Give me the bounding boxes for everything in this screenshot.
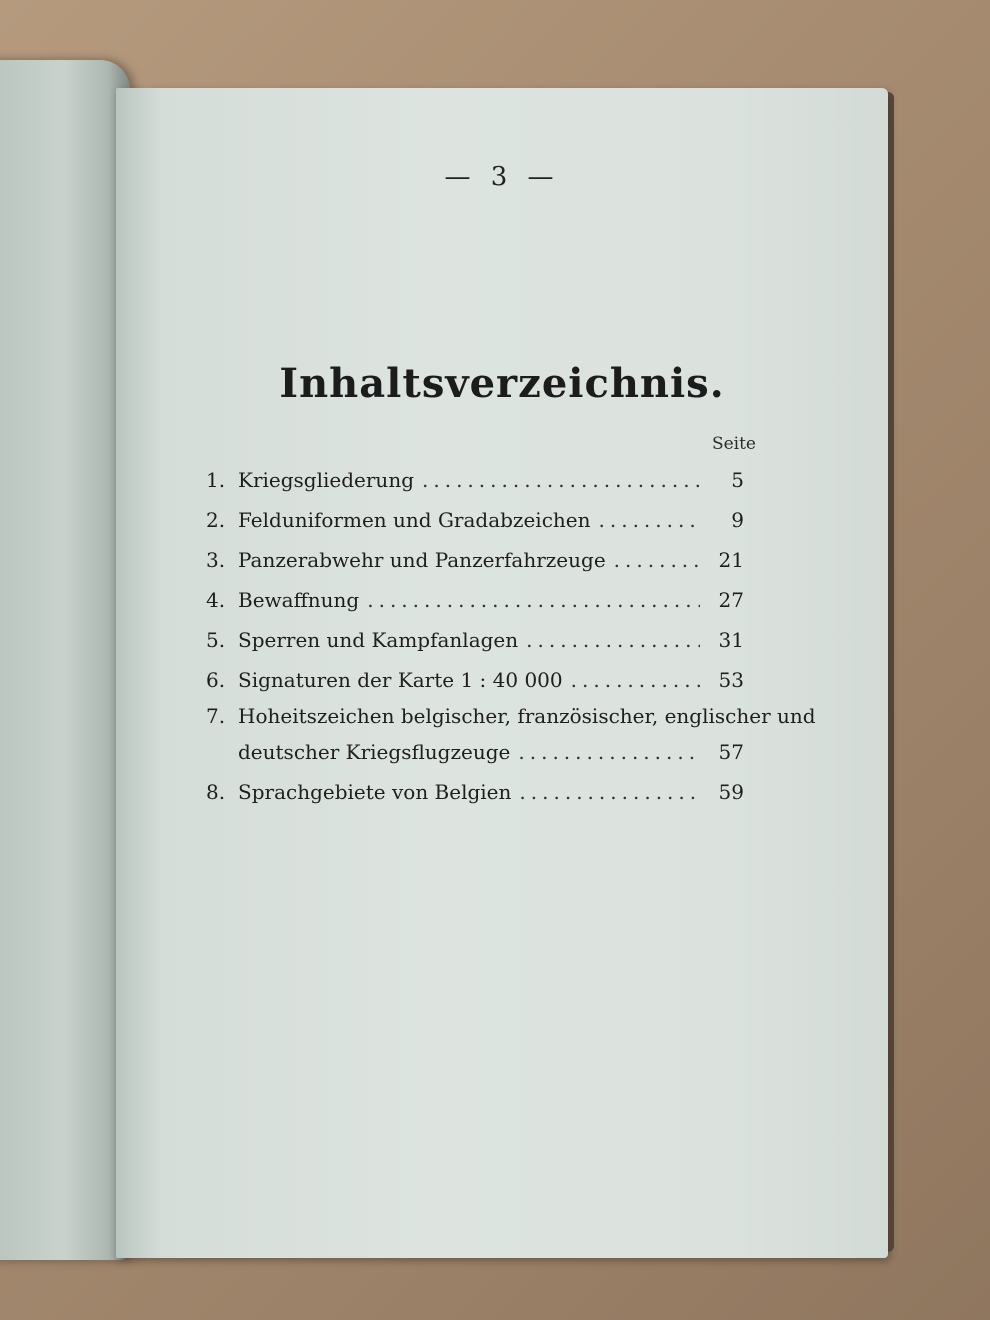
page-number: — 3 — — [444, 162, 560, 192]
toc-entry-text: Sperren und Kampfanlagen — [238, 628, 519, 652]
toc-entry — [206, 500, 744, 540]
toc-entry-number: 6. — [206, 668, 226, 692]
toc-entry-text: Signaturen der Karte 1 : 40 000 — [238, 668, 563, 692]
toc-entry-page: 27 — [718, 588, 744, 612]
toc-entry-number: 1. — [206, 468, 226, 492]
toc-entry — [206, 580, 744, 620]
toc-entry-text-continued: deutscher Kriegsflugzeuge — [238, 740, 511, 764]
toc-entry-text: Kriegsgliederung — [238, 468, 414, 492]
toc-entry-text: Panzerabwehr und Panzerfahrzeuge — [238, 548, 606, 572]
toc-entry-text: Sprachgebiete von Belgien — [238, 780, 512, 804]
toc-entry — [206, 620, 744, 660]
toc-entry-number: 4. — [206, 588, 226, 612]
leader-dots — [571, 660, 700, 700]
toc-entry-number: 8. — [206, 780, 226, 804]
leader-dots — [599, 500, 701, 540]
toc-entry — [206, 660, 744, 700]
toc-entry — [206, 540, 744, 580]
leader-dots — [518, 732, 700, 772]
leader-dots — [367, 580, 700, 620]
leader-dots — [526, 620, 700, 660]
toc-entry — [206, 772, 744, 812]
toc-entry-page: 31 — [718, 628, 744, 652]
page-title: Inhaltsverzeichnis. — [279, 360, 725, 407]
leader-dots — [519, 772, 700, 812]
toc-entry-text: Felduniformen und Gradabzeichen — [238, 508, 591, 532]
toc-entry-page: 5 — [731, 468, 744, 492]
toc-entry-text: Hoheitszeichen belgischer, französischer, englischer und — [238, 704, 816, 728]
leader-dots — [614, 540, 700, 580]
leader-dots — [422, 460, 700, 500]
toc-entry-page: 21 — [718, 548, 744, 572]
toc-entry-page: 53 — [718, 668, 744, 692]
toc-entry — [206, 460, 744, 500]
toc-entry-page: 57 — [718, 740, 744, 764]
toc-entry-number: 5. — [206, 628, 226, 652]
table-of-contents — [206, 460, 816, 812]
right-page — [116, 88, 888, 1258]
page-column-label: Seite — [711, 434, 756, 454]
left-page — [0, 60, 130, 1260]
toc-entry-number: 2. — [206, 508, 226, 532]
toc-entry-text: Bewaffnung — [238, 588, 360, 612]
toc-entry-number: 7. — [206, 704, 226, 728]
toc-entry-number: 3. — [206, 548, 226, 572]
toc-entry — [206, 700, 816, 772]
toc-entry-page: 9 — [731, 508, 744, 532]
toc-entry-page: 59 — [718, 780, 744, 804]
